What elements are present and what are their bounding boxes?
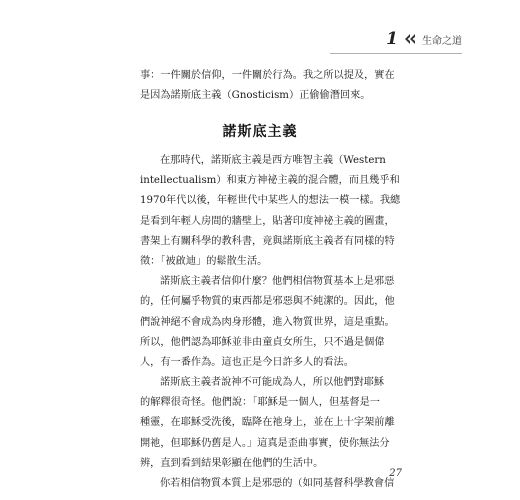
text-line: 諾斯底主義者信仰什麼？他們相信物質基本上是邪惡 [160,276,395,288]
text-line: 你若相信物質本質上是邪惡的（如同基督科學教會信 [160,478,395,489]
text-line: 是看到年輕人房間的牆壁上，貼著印度神祕主義的圖畫， [140,215,395,227]
text-line: 徵：「被啟迪」的鬆散生活。 [140,255,268,267]
intro-paragraph [140,66,395,106]
text-line: 諾斯底主義者說神不可能成為人，所以他們對耶穌 [160,377,385,389]
text-line: 1970年代以後，年輕世代中某些人的想法一模一樣。我總 [140,195,401,207]
text-line: 辨，直到看到結果彰顯在他們的生活中。 [140,457,324,469]
paragraph-3 [140,373,395,474]
text-line: 是因為諾斯底主義（Gnosticism）正偷偷潛回來。 [140,90,371,102]
chapter-number: 1 [386,29,398,49]
section-heading: 諾斯底主義 [222,124,298,140]
header-rule [330,53,462,54]
paragraph-4 [140,474,395,494]
text-line: 所以，他們認為耶穌並非由童貞女所生，只不過是個偉 [140,336,385,348]
text-line: 人，有一番作為。這也正是今日許多人的看法。 [140,356,354,368]
chapter-title: 生命之道 [422,35,462,47]
text-line: 的解釋很奇怪。他們說：「耶穌是一個人，但基督是一 [140,397,380,409]
running-header [386,28,462,50]
paragraph-1 [140,151,401,272]
text-line: 的，任何屬乎物質的東西都是邪惡與不純潔的。因此，他 [140,296,395,308]
text-line: 在那時代，諾斯底主義是西方唯智主義（Western [160,155,386,166]
paragraph-2 [140,272,395,373]
double-chevron-icon [404,33,416,45]
text-line: 書架上有關科學的教科書，竟與諾斯底主義者有同樣的特 [140,235,395,247]
text-line: 開祂，但耶穌仍舊是人。」這真是歪曲事實，使你無法分 [140,437,390,449]
text-line: 種靈，在耶穌受洗後，臨降在祂身上，並在上十字架前離 [140,417,395,429]
text-line: intellectualism）和東方神祕主義的混合體，而且幾乎和 [140,175,400,187]
text-line: 們說神絕不會成為肉身形體，進入物質世界，這是重點。 [140,316,395,328]
page-number: 27 [389,468,402,479]
text-line: 事：一件關於信仰，一件關於行為。我之所以提及，實在 [140,70,395,81]
